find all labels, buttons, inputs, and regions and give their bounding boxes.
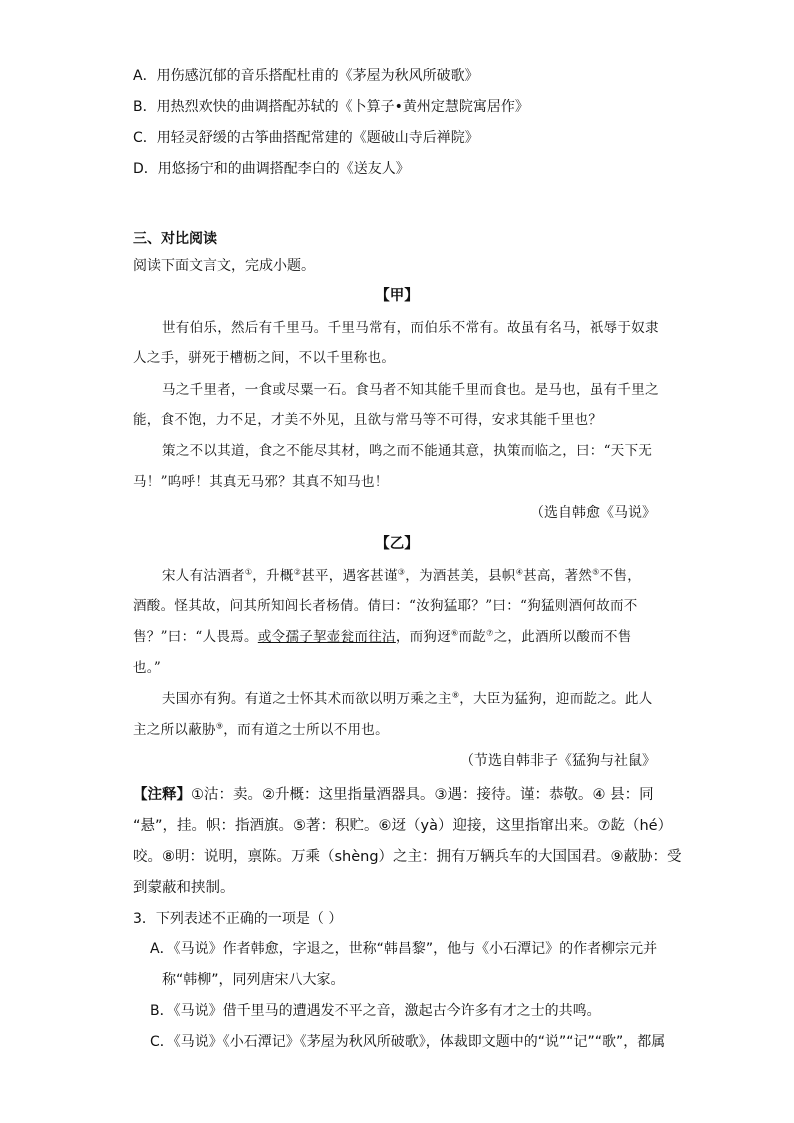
question-3-option-a: A．《马说》作者韩愈，字退之，世称“韩昌黎”，他与《小石潭记》的作者柳宗元并 (150, 941, 658, 957)
section-instruction: 阅读下面文言文，完成小题。 (133, 258, 315, 274)
jia-line-5: 策之不以其道，食之不能尽其材，鸣之而不能通其意，执策而临之，曰：“天下无 (162, 443, 653, 459)
yi-line-1-text-5: 甚高，著然 (523, 568, 593, 584)
yi-line-3-text-4: 之，此酒所以酸而不售 (493, 629, 632, 645)
yi-line-3-text-2: ，而狗迓 (395, 629, 452, 645)
jia-heading: 【甲】 (375, 288, 419, 304)
note-ref-7: ⑦ (486, 628, 494, 638)
note-ref-8: ⑧ (451, 690, 460, 700)
jia-line-2: 人之手，骈死于槽枥之间，不以千里称也。 (133, 350, 396, 366)
yi-line-1-text-1: 宋人有沽酒者 (162, 568, 245, 584)
jia-line-4: 能，食不饱，力不足，才美不外见，且欲与常马等不可得，安求其能千里也？ (133, 412, 603, 428)
yi-line-1-text-3: 甚平，遇客甚谨 (301, 568, 398, 584)
question-3-option-a-cont: 称“韩柳”，同列唐宋八大家。 (162, 972, 345, 988)
jia-source: （选自韩愈《马说》 (530, 505, 656, 521)
notes-line-4: 到蒙蔽和挟制。 (133, 880, 235, 896)
yi-line-6 (133, 720, 389, 740)
yi-heading: 【乙】 (375, 536, 419, 552)
jia-line-6: 马！”呜呼！其真无马邪？其真不知马也！ (133, 474, 389, 490)
prev-option-b: B．用热烈欢快的曲调搭配苏轼的《卜算子•黄州定慧院寓居作》 (133, 99, 529, 115)
question-3-option-b: B．《马说》借千里马的遭遇发不平之音，激起古今许多有才之士的共鸣。 (150, 1003, 601, 1019)
note-ref-3: ③ (397, 567, 406, 577)
jia-line-3: 马之千里者，一食或尽粟一石。食马者不知其能千里而食也。是马也，虽有千里之 (162, 382, 659, 398)
note-ref-6: ⑥ (451, 628, 459, 638)
notes-line-1 (133, 785, 654, 805)
yi-line-1-text-4: ，为酒甚美，县帜 (405, 568, 516, 584)
yi-line-6-text-1: 主之所以蔽胁 (133, 722, 216, 738)
yi-source: （节选自韩非子《猛狗与社鼠》 (460, 753, 656, 769)
note-ref-5: ⑤ (592, 567, 600, 577)
yi-line-4: 也。” (133, 660, 162, 676)
yi-line-3-text-3: 而龁 (458, 629, 487, 645)
question-3-stem: 3．下列表述不正确的一项是（ ） (133, 911, 343, 927)
yi-line-5 (162, 689, 653, 709)
prev-option-c: C．用轻灵舒缓的古筝曲搭配常建的《题破山寺后禅院》 (133, 130, 479, 146)
yi-line-1-text-2: ，升概 (252, 568, 294, 584)
notes-line-3: 咬。⑧明：说明，禀陈。万乘（shèng）之主：拥有万辆兵车的大国国君。⑨蔽胁：受 (133, 849, 682, 865)
note-ref-1: ① (244, 567, 253, 577)
note-ref-4: ④ (515, 567, 524, 577)
yi-line-5-text-2: ，大臣为猛狗，迎而龁之。此人 (459, 691, 653, 707)
note-ref-2: ② (293, 567, 302, 577)
yi-line-1 (162, 566, 641, 586)
yi-line-3-text-1: 售？”曰：“人畏焉。 (133, 629, 258, 645)
notes-text-1: ①沽：卖。②升概：这里指量酒器具。③遇：接待。谨：恭敬。④ 县：同 (191, 787, 654, 803)
prev-option-d: D．用悠扬宁和的曲调搭配李白的《送友人》 (133, 161, 410, 177)
yi-line-5-text-1: 夫国亦有狗。有道之士怀其术而欲以明万乘之主 (162, 691, 452, 707)
yi-line-6-text-2: ，而有道之士所以不用也。 (223, 722, 389, 738)
yi-line-3 (133, 627, 632, 647)
prev-option-a: A．用伤感沉郁的音乐搭配杜甫的《茅屋为秋风所破歌》 (133, 68, 479, 84)
underlined-sentence: 或令孺子挈壶瓮而往沽 (257, 629, 396, 645)
notes-label: 【注释】 (133, 787, 191, 803)
notes-line-2: “悬”，挂。帜：指酒旗。⑤著：积贮。⑥迓（yà）迎接，这里指窜出来。⑦龁（hé） (133, 818, 673, 834)
jia-line-1: 世有伯乐，然后有千里马。千里马常有，而伯乐不常有。故虽有名马，祇辱于奴隶 (162, 320, 659, 336)
yi-line-2: 酒酸。怪其故，问其所知闾长者杨倩。倩曰：“汝狗猛耶？”曰：“狗猛则酒何故而不 (133, 598, 638, 614)
note-ref-9: ⑨ (215, 721, 224, 731)
question-3-option-c: C．《马说》《小石潭记》《茅屋为秋风所破歌》，体裁即文题中的“说”“记”“歌”，都属 (150, 1034, 666, 1050)
section-title: 三、对比阅读 (133, 231, 217, 247)
yi-line-1-text-6: 不售， (599, 568, 642, 584)
